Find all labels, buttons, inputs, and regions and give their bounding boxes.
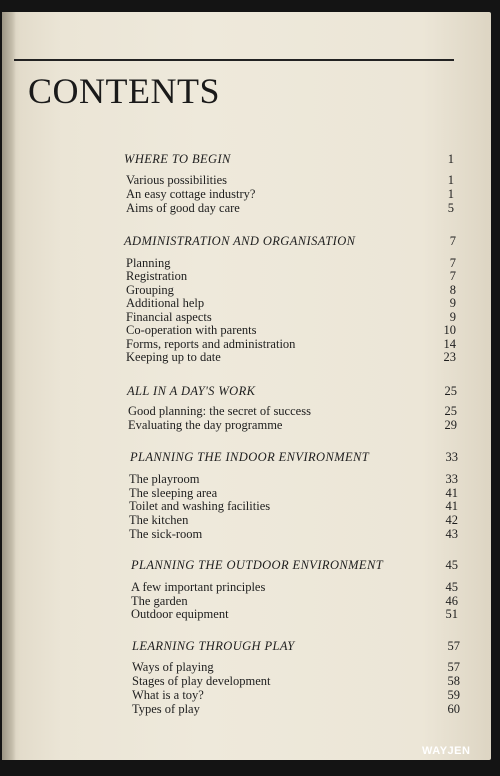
page-number: 46 (445, 594, 458, 608)
page-number: 42 (445, 513, 458, 527)
section-title: Additional help (126, 296, 205, 310)
chapter-title: PLANNING THE OUTDOOR ENVIRONMENT (131, 558, 384, 572)
chapter-heading-row (127, 384, 457, 400)
section-title: Evaluating the day programme (128, 418, 283, 432)
page-number: 25 (444, 404, 457, 418)
section-title: Registration (126, 269, 188, 283)
watermark-text: WAYJEN (422, 745, 471, 757)
page-number: 33 (445, 450, 458, 464)
page-number: 1 (447, 187, 454, 201)
page-number: 59 (447, 688, 460, 702)
page-number: 9 (449, 296, 456, 310)
page-number: 45 (445, 558, 458, 572)
page-number: 23 (443, 350, 456, 364)
section-title: Grouping (126, 283, 174, 297)
section-title: The garden (131, 594, 188, 608)
section-title: What is a toy? (132, 688, 204, 702)
toc-entry (131, 607, 458, 623)
section-title: An easy cottage industry? (126, 187, 256, 201)
page-number: 1 (447, 152, 454, 166)
toc-entry (126, 201, 454, 217)
page-number: 10 (443, 323, 456, 337)
section-title: Outdoor equipment (131, 607, 229, 621)
page-number: 43 (445, 527, 458, 541)
section-title: Co-operation with parents (126, 323, 257, 337)
chapter-title: WHERE TO BEGIN (124, 152, 231, 166)
section-title: The playroom (129, 472, 200, 486)
chapter-heading-row (130, 450, 458, 466)
section-title: Stages of play development (132, 674, 271, 688)
section-title: The sick-room (129, 527, 203, 541)
page-number: 57 (447, 660, 460, 674)
section-title: Financial aspects (126, 310, 212, 324)
page-number: 7 (449, 269, 456, 283)
page-title: CONTENTS (28, 71, 220, 111)
page-number: 14 (443, 337, 456, 351)
page-number: 45 (445, 580, 458, 594)
page-number: 29 (444, 418, 457, 432)
page-number: 33 (445, 472, 458, 486)
page-number: 7 (449, 234, 456, 248)
section-title: Forms, reports and administration (126, 337, 296, 351)
page-spine-shadow (2, 12, 16, 760)
page-number: 60 (447, 702, 460, 716)
toc-entry (126, 350, 456, 366)
page-number: 1 (447, 173, 454, 187)
section-title: Types of play (132, 702, 200, 716)
section-title: Planning (126, 256, 171, 270)
chapter-heading-row (131, 558, 458, 574)
header-rule (14, 59, 454, 61)
page-number: 9 (449, 310, 456, 324)
chapter-title: ADMINISTRATION AND ORGANISATION (124, 234, 356, 248)
toc-entry (129, 527, 458, 543)
toc-entry (132, 702, 460, 718)
chapter-title: ALL IN A DAY'S WORK (127, 384, 256, 398)
section-title: Toilet and washing facilities (129, 499, 271, 513)
chapter-heading-row (132, 639, 460, 655)
page-number: 8 (449, 283, 456, 297)
toc-entry (128, 418, 457, 434)
section-title: The kitchen (129, 513, 189, 527)
page-number: 58 (447, 674, 460, 688)
section-title: Good planning: the secret of success (128, 404, 311, 418)
page-number: 57 (447, 639, 460, 653)
chapter-title: LEARNING THROUGH PLAY (132, 639, 295, 653)
chapter-heading-row (124, 234, 456, 250)
section-title: Various possibilities (126, 173, 228, 187)
page-number: 41 (445, 499, 458, 513)
page-number: 51 (445, 607, 458, 621)
page-number: 25 (444, 384, 457, 398)
section-title: Ways of playing (132, 660, 214, 674)
section-title: Aims of good day care (126, 201, 240, 215)
chapter-heading-row (124, 152, 454, 168)
page-number: 7 (449, 256, 456, 270)
section-title: The sleeping area (129, 486, 218, 500)
section-title: A few important principles (131, 580, 266, 594)
page-number: 5 (447, 201, 454, 215)
section-title: Keeping up to date (126, 350, 221, 364)
chapter-title: PLANNING THE INDOOR ENVIRONMENT (130, 450, 370, 464)
page-number: 41 (445, 486, 458, 500)
